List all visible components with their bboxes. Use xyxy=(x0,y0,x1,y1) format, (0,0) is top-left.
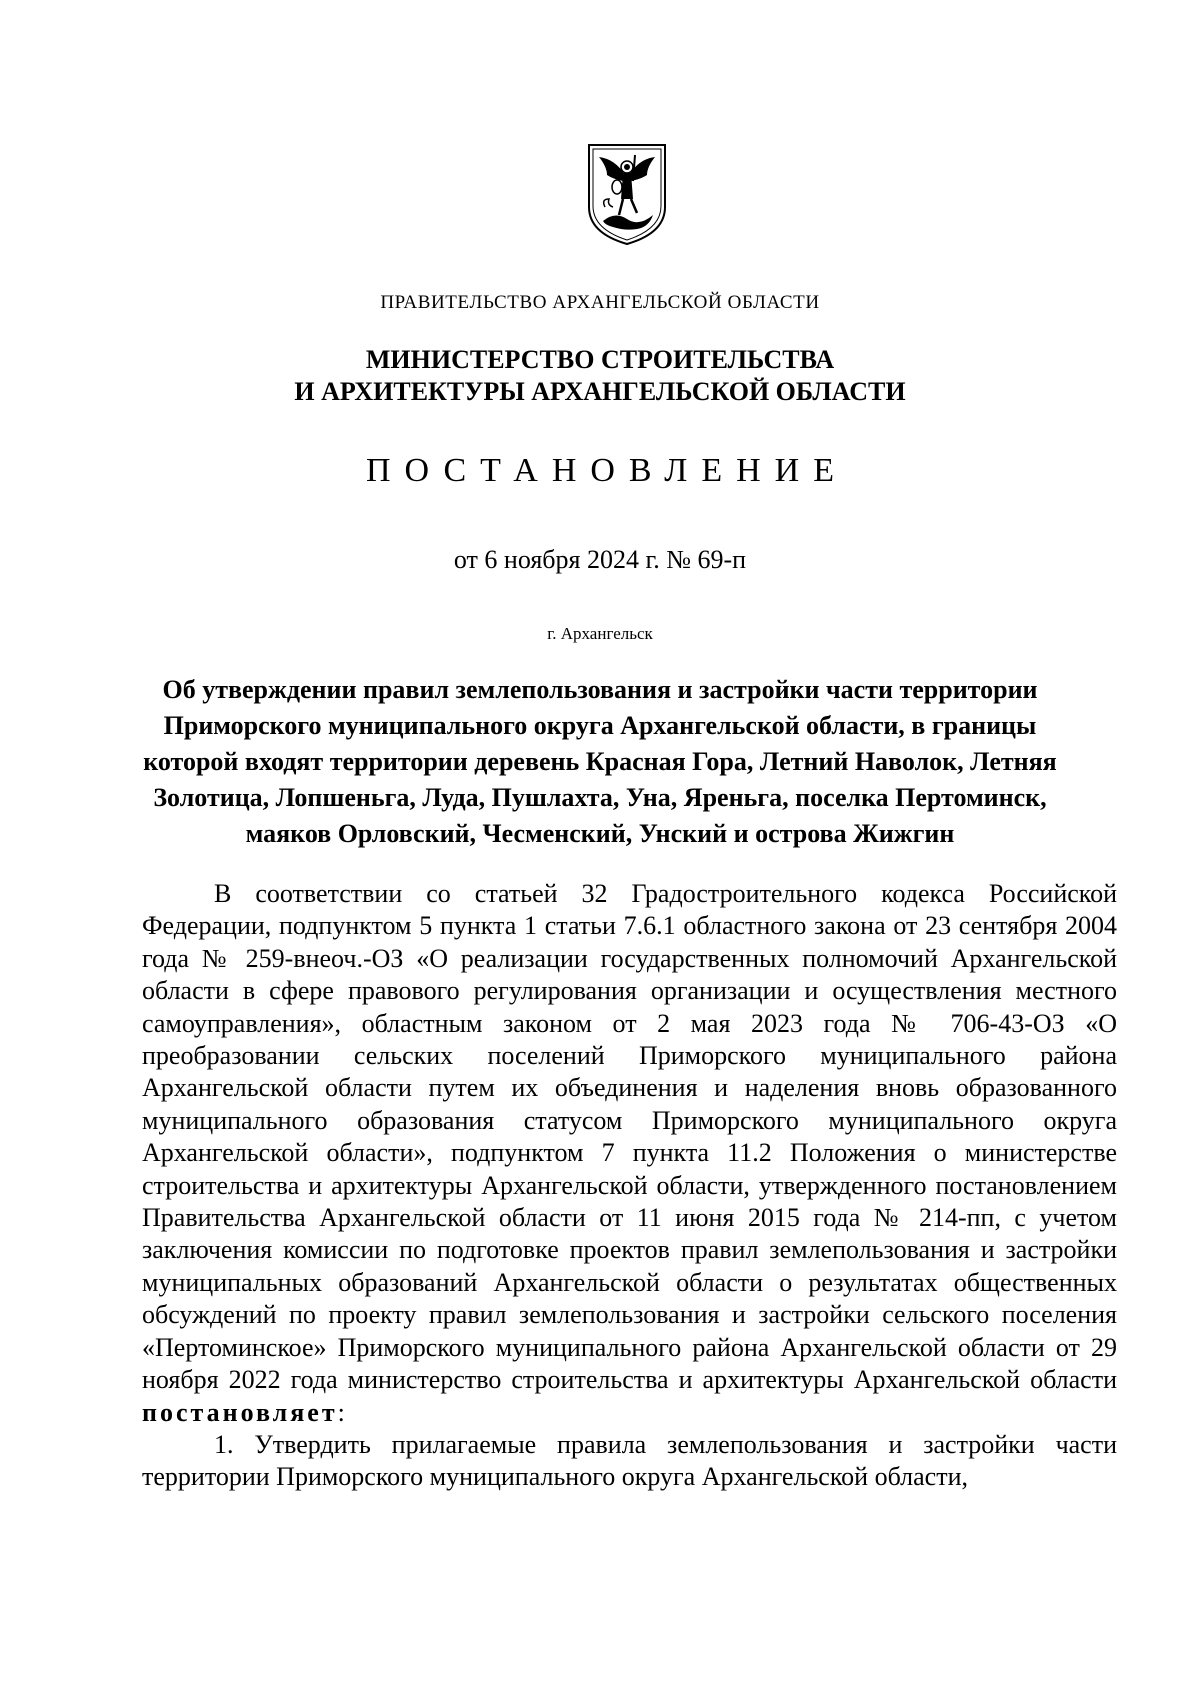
government-name: ПРАВИТЕЛЬСТВО АРХАНГЕЛЬСКОЙ ОБЛАСТИ xyxy=(380,292,820,313)
document-body xyxy=(142,878,1117,1494)
document-date-number: от 6 ноября 2024 г. № 69-п xyxy=(453,545,747,574)
paragraph-1-text: В соответствии со статьей 32 Градостроительного кодекса Российской Федерации, подпунктом 5 пункта 1 статьи 7.6.1 областного закона от 23 сентября 2004 года № 259-внеоч.-ОЗ «О реализации государственных полномочий Архангельской области в сфере правового регулирования организации и осуществления местного самоуправления», областным законом от 2 мая 2023 года № 706-43-ОЗ «О преобразовании сельских поселений Приморского муниципального района Архангельской области путем их объединения и наделения вновь образованного муниципального образования статусом Приморского муниципального округа Архангельской области», подпунктом 7 пункта 11.2 Положения о министерстве строительства и архитектуры Архангельской области, утвержденного постановлением Правительства Архангельской области от 11 июня 2015 года № 214-пп, с учетом заключения комиссии по подготовке проектов правил землепользования и застройки муниципальных образований Архангельской области о результатах общественных обсуждений по проекту правил землепользования и застройки сельского поселения «Пертоминское» Приморского муниципального района Архангельской области от 29 ноября 2022 года министерство строительства и архитектуры Архангельской области xyxy=(142,879,1117,1395)
ministry-name xyxy=(0,344,1200,408)
coat-of-arms-icon xyxy=(585,141,669,247)
paragraph-1-emphasis: постановляет xyxy=(142,1397,338,1427)
paragraph-1-end: : xyxy=(337,1397,345,1427)
ministry-name-line-1: МИНИСТЕРСТВО СТРОИТЕЛЬСТВА xyxy=(365,345,835,374)
document-title: Об утверждении правил землепользования и застройки части территории Приморского муниципального округа Архангельской области, в границы которой входят территории деревень Красная Гора, Летний Наволок, Летняя Золотица, Лопшеньга, Луда, Пушлахта, Уна, Яреньга, поселка Пертоминск, маяков Орловский, Чесменский, Унский и острова Жижгин xyxy=(143,675,1057,848)
document-city: г. Архангельск xyxy=(547,624,653,643)
ministry-name-line-2: И АРХИТЕКТУРЫ АРХАНГЕЛЬСКОЙ ОБЛАСТИ xyxy=(294,377,906,406)
document-type: ПОСТАНОВЛЕНИЕ xyxy=(365,452,849,489)
body-paragraph-1 xyxy=(142,878,1117,1429)
body-paragraph-2: 1. Утвердить прилагаемые правила землепользования и застройки части территории Приморского муниципального округа Архангельской области, xyxy=(142,1429,1117,1492)
